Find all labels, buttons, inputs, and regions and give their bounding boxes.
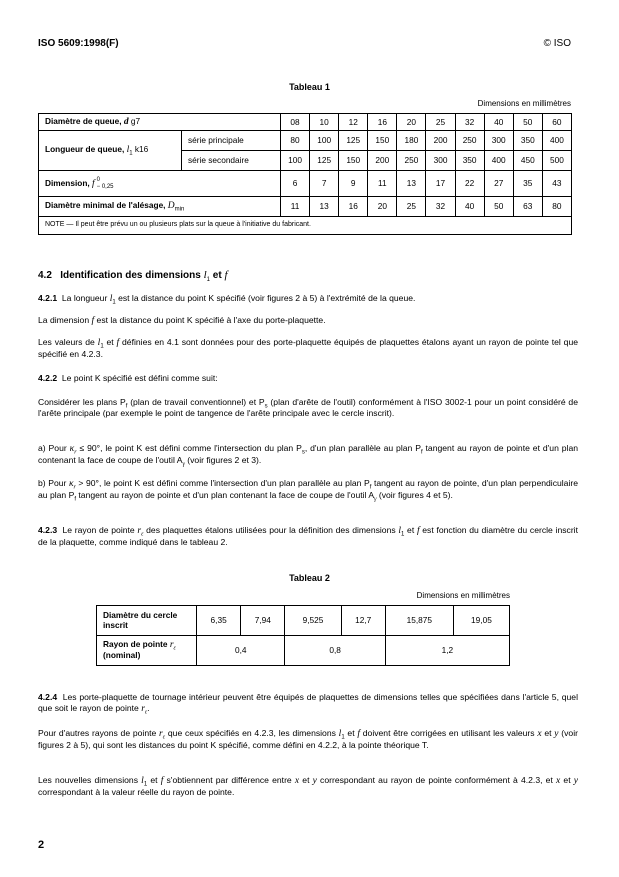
table-cell: 63: [513, 197, 542, 217]
table-cell: 20: [397, 114, 426, 131]
table2: [96, 605, 510, 666]
table-cell: 43: [542, 171, 571, 197]
table-cell: 50: [484, 197, 513, 217]
table2-caption: Tableau 2: [289, 573, 330, 583]
row-label-nose-radius: Rayon de pointe $r_\varepsilon$ (nominal): [97, 636, 197, 666]
table-cell: 6,35: [197, 606, 241, 636]
table1-note: NOTE — Il peut être prévu un ou plusieurs plats sur la queue à l'initiative du fabricant.: [39, 217, 572, 235]
table-cell: 50: [513, 114, 542, 131]
table-cell: 300: [426, 151, 455, 171]
table-cell: 15,875: [385, 606, 453, 636]
table-cell: 35: [513, 171, 542, 197]
table-cell: 60: [542, 114, 571, 131]
row-label-shank-length: Longueur de queue, $l_1$ k16: [39, 131, 182, 171]
table-cell: 40: [484, 114, 513, 131]
table-cell: 80: [281, 131, 310, 151]
table-cell: 9,525: [285, 606, 341, 636]
table-cell: 13: [310, 197, 339, 217]
series-main-label: série principale: [182, 131, 281, 151]
row-label-bore: Diamètre minimal de l'alésage, $D_{min}$: [39, 197, 281, 217]
table-cell: 7,94: [241, 606, 285, 636]
table-cell: 500: [542, 151, 571, 171]
table-cell: 200: [426, 131, 455, 151]
table1-units: Dimensions en millimètres: [477, 99, 571, 108]
table-cell: 350: [455, 151, 484, 171]
table1-caption: Tableau 1: [289, 82, 330, 92]
table-cell: 100: [310, 131, 339, 151]
paragraph-4-2-2: 4.2.2 Le point K spécifié est défini comme suit:: [38, 373, 218, 383]
table-cell: 25: [397, 197, 426, 217]
table-row: [97, 606, 510, 636]
table-cell: 10: [310, 114, 339, 131]
table-cell: 27: [484, 171, 513, 197]
table-cell: 0,8: [285, 636, 385, 666]
document-id: ISO 5609:1998(F): [38, 38, 119, 49]
table-row: [39, 114, 572, 131]
table-cell: 100: [281, 151, 310, 171]
table-cell: 32: [455, 114, 484, 131]
table-cell: 1,2: [385, 636, 509, 666]
paragraph-4-2-3: 4.2.3 Le rayon de pointe $r_\varepsilon$ des plaquettes étalons utilisées pour la définition des dimensions $l_1$ et f est fonction du diamètre du cercle inscrit de la plaquette, comme indiqué dans le tableau 2.: [38, 525, 578, 548]
paragraph-consider-planes: Considérer les plans $P_f$ (plan de travail conventionnel) et $P_s$ (plan d'arête de l'outil) conformément à l'ISO 3002-1 pour un point considéré de l'arête principale (par exemple le point de tangence de l'arête principale avec le cercle inscrit).: [38, 397, 578, 418]
table-row: [39, 131, 572, 151]
table-cell: 7: [310, 171, 339, 197]
table-cell: 40: [455, 197, 484, 217]
table-cell: 400: [542, 131, 571, 151]
table-row: [39, 217, 572, 235]
table-row: [97, 636, 510, 666]
table-cell: 11: [368, 171, 397, 197]
table-cell: 32: [426, 197, 455, 217]
copyright: © ISO: [543, 38, 571, 49]
table-cell: 180: [397, 131, 426, 151]
table-cell: 250: [455, 131, 484, 151]
row-label-inscribed-diameter: Diamètre du cercle inscrit: [97, 606, 197, 636]
table-cell: 125: [339, 131, 368, 151]
table-cell: 450: [513, 151, 542, 171]
paragraph-values: Les valeurs de $l_1$ et f définies en 4.1 sont données pour des porte-plaquette équipés de plaquettes étalons ayant un rayon de pointe tel que spécifié en 4.2.3.: [38, 337, 579, 360]
table-row: [39, 171, 572, 197]
table-cell: 22: [455, 171, 484, 197]
paragraph-4-2-1: 4.2.1 La longueur $l_1$ est la distance du point K spécifié (voir figures 2 à 5) à l'extrémité de la queue.: [38, 293, 416, 306]
table-cell: 12,7: [341, 606, 385, 636]
table-cell: 125: [310, 151, 339, 171]
table-cell: 0,4: [197, 636, 285, 666]
row-label-dimension-f: Dimension, f 0 − 0,25: [39, 171, 281, 197]
table-row: [39, 197, 572, 217]
table1: [38, 113, 572, 235]
table-cell: 350: [513, 131, 542, 151]
table-cell: 20: [368, 197, 397, 217]
row-label-shank-diameter: Diamètre de queue, d g7: [39, 114, 281, 131]
table-cell: 400: [484, 151, 513, 171]
section-heading-4-2: 4.2 Identification des dimensions $l_1$ et f: [38, 269, 228, 283]
table-cell: 19,05: [453, 606, 509, 636]
table-cell: 17: [426, 171, 455, 197]
paragraph-new-dimensions: Les nouvelles dimensions $l_1$ et f s'obtiennent par différence entre x et y correspondant au rayon de pointe conformément à 4.2.3, et x et y correspondant à la valeur réelle du rayon de pointe.: [38, 775, 578, 798]
paragraph-dimension-f: La dimension f est la distance du point K spécifié à l'axe du porte-plaquette.: [38, 315, 326, 326]
series-secondary-label: série secondaire: [182, 151, 281, 171]
table-cell: 150: [339, 151, 368, 171]
table-cell: 80: [542, 197, 571, 217]
paragraph-case-a: a) Pour $\kappa_r \le 90^\circ$, le point K est défini comme l'intersection du plan $P_s$, d'un plan parallèle au plan $P_f$ tangent au rayon de pointe et d'un plan contenant la face de coupe de l'outil $A_\gamma$ (voir figures 2 et 3).: [38, 443, 579, 468]
table-cell: 250: [397, 151, 426, 171]
table2-units: Dimensions en millimètres: [416, 591, 510, 600]
table-cell: 16: [368, 114, 397, 131]
paragraph-case-b: b) Pour $\kappa_r > 90^\circ$, le point K est défini comme l'intersection d'un plan parallèle au plan $P_f$ tangent au rayon de pointe, d'un plan perpendiculaire au plan $P_f$ tangent au rayon de pointe et d'un plan contenant la face de coupe de l'outil $A_\gamma$ (voir figures 4 et 5).: [38, 478, 579, 503]
table-cell: 11: [281, 197, 310, 217]
table-cell: 150: [368, 131, 397, 151]
table-cell: 6: [281, 171, 310, 197]
table-cell: 16: [339, 197, 368, 217]
table-cell: 12: [339, 114, 368, 131]
table-cell: 13: [397, 171, 426, 197]
table-cell: 300: [484, 131, 513, 151]
table-cell: 9: [339, 171, 368, 197]
paragraph-other-radii: Pour d'autres rayons de pointe $r_\varepsilon$ que ceux spécifiés en 4.2.3, les dimensions $l_1$ et f doivent être corrigées en utilisant les valeurs x et y (voir figures 2 à 5), qui sont les distances du point K spécifié, comme défini en 4.2.2, à la pointe théorique T.: [38, 728, 578, 751]
table-cell: 200: [368, 151, 397, 171]
table-cell: 08: [281, 114, 310, 131]
page-number: 2: [38, 839, 45, 851]
table-cell: 25: [426, 114, 455, 131]
paragraph-4-2-4: 4.2.4 Les porte-plaquette de tournage intérieur peuvent être équipés de plaquettes de dimensions telles que spécifiées dans l'article 5, quel que soit le rayon de pointe $r_\varepsilon$.: [38, 692, 578, 716]
